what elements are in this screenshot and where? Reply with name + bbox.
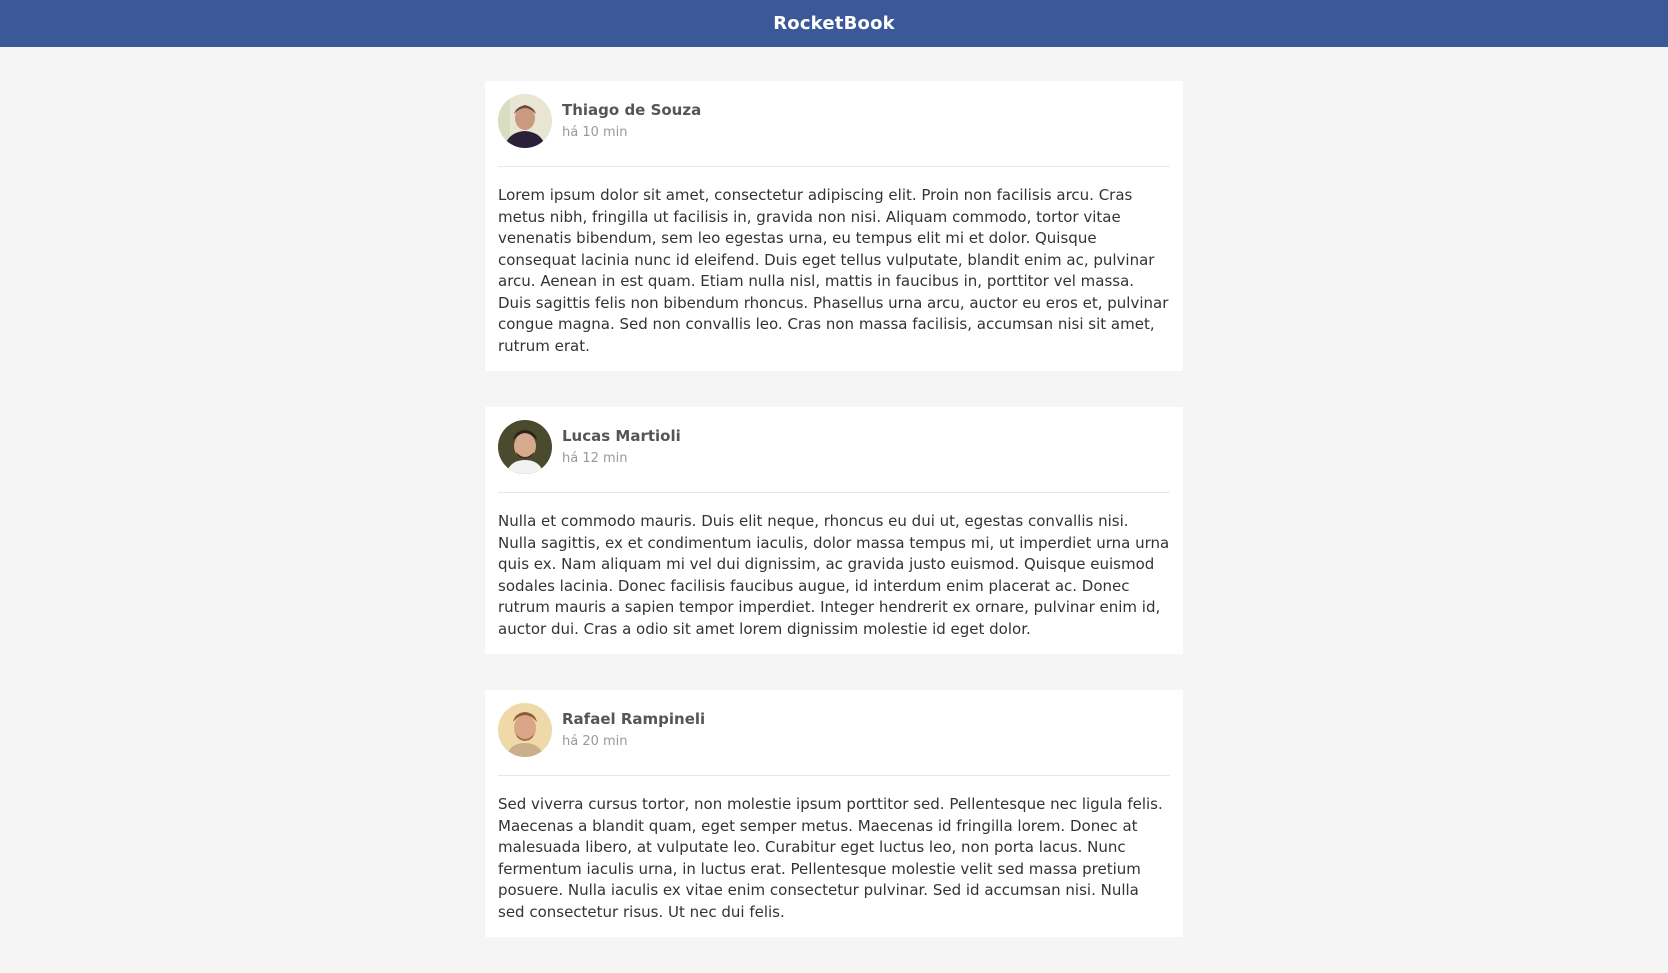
profile-photo-icon (498, 94, 552, 148)
post-card (485, 81, 1183, 371)
post-content: Sed viverra cursus tortor, non molestie ipsum porttitor sed. Pellentesque nec ligula felis. Maecenas a blandit quam, eget semper metus. Maecenas id fringilla lorem. Donec at malesuada libero, at vulputate leo. Curabitur eget luctus leo, non porta lacus. Nunc fermentum iaculis urna, in luctus erat. Pellentesque molestie velit sed massa pretium posuere. Nulla iaculis ex vitae enim consectetur pulvinar. Sed id accumsan nisi. Nulla sed consectetur risus. Ut nec dui felis. (498, 795, 1163, 921)
avatar[interactable] (498, 94, 552, 148)
post-header (498, 420, 1170, 474)
avatar[interactable] (498, 703, 552, 757)
post-divider (498, 492, 1170, 493)
author-name[interactable]: Lucas Martioli (562, 426, 681, 445)
author-meta (562, 427, 681, 468)
post-time: há 12 min (562, 450, 628, 466)
profile-photo-icon (498, 420, 552, 474)
author-meta (562, 101, 701, 142)
post-header (498, 703, 1170, 757)
post-feed (485, 81, 1183, 973)
author-name[interactable]: Thiago de Souza (562, 100, 702, 119)
post-content: Lorem ipsum dolor sit amet, consectetur adipiscing elit. Proin non facilisis arcu. Cras metus nibh, fringilla ut facilisis in, gravida non nisi. Aliquam commodo, tortor vitae venenatis bibendum, sem leo egestas urna, eu tempus elit mi et dolor. Quisque consequat lacinia nunc id eleifend. Duis eget tellus vulputate, blandit enim ac, pulvinar arcu. Aenean in est quam. Etiam nulla nisl, mattis in faucibus in, porttitor vel massa. Duis sagittis felis non bibendum rhoncus. Phasellus urna arcu, auctor eu eros et, pulvinar congue magna. Sed non convallis leo. Cras non massa facilisis, accumsan nisi sit amet, rutrum erat. (498, 186, 1169, 355)
avatar[interactable] (498, 420, 552, 474)
brand-logo-text[interactable]: RocketBook (773, 13, 895, 34)
post-card (485, 407, 1183, 654)
top-bar (0, 0, 1668, 47)
post-header (498, 94, 1170, 148)
post-card (485, 690, 1183, 937)
post-content: Nulla et commodo mauris. Duis elit neque, rhoncus eu dui ut, egestas convallis nisi. Nulla sagittis, ex et condimentum iaculis, dolor massa tempus mi, ut imperdiet urna urna quis ex. Nam aliquam mi vel dui dignissim, ac gravida justo euismod. Quisque euismod sodales lacinia. Donec facilisis faucibus augue, id interdum enim placerat ac. Donec rutrum mauris a sapien tempor imperdiet. Integer hendrerit ex ornare, pulvinar enim id, auctor dui. Cras a odio sit amet lorem dignissim molestie id eget dolor. (498, 512, 1170, 638)
author-name[interactable]: Rafael Rampineli (562, 709, 706, 728)
post-time: há 10 min (562, 124, 628, 140)
profile-photo-icon (498, 703, 552, 757)
post-time: há 20 min (562, 733, 628, 749)
author-meta (562, 710, 705, 751)
post-divider (498, 166, 1170, 167)
post-divider (498, 775, 1170, 776)
